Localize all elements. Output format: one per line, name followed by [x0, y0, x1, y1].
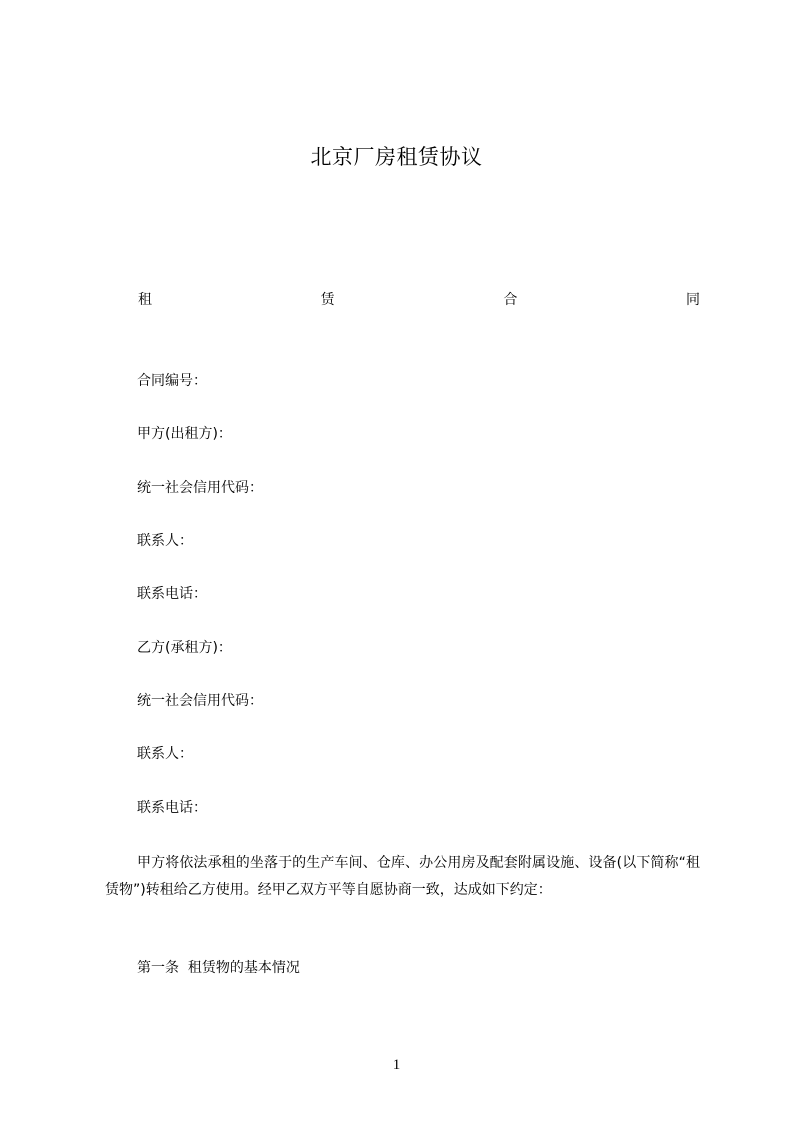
field-party-b: 乙方(承租方)：	[137, 640, 232, 656]
contract-heading	[138, 290, 700, 310]
contract-heading-char: 同	[685, 292, 700, 308]
page-number: 1	[392, 1057, 401, 1073]
intro-paragraph: 甲方将依法承租的坐落于的生产车间、仓库、办公用房及配套附属设施、设备(以下简称“租赁物”)转租给乙方使用。经甲乙双方平等自愿协商一致，达成如下约定：	[105, 855, 700, 898]
field-party-a-contact: 联系人：	[137, 533, 193, 549]
field-party-b-phone: 联系电话：	[137, 800, 207, 816]
article-one-title: 第一条 租赁物的基本情况	[137, 960, 300, 976]
field-party-a-phone: 联系电话：	[137, 586, 207, 602]
contract-heading-char: 合	[503, 292, 518, 308]
document-title: 北京厂房租赁协议	[310, 145, 483, 169]
contract-heading-char: 赁	[320, 292, 335, 308]
contract-heading-char: 租	[138, 292, 152, 308]
field-party-a-credit-code: 统一社会信用代码：	[137, 480, 263, 496]
field-party-b-credit-code: 统一社会信用代码：	[137, 693, 263, 709]
field-party-b-contact: 联系人：	[137, 746, 193, 762]
field-contract-number: 合同编号：	[137, 373, 207, 389]
field-party-a: 甲方(出租方)：	[137, 426, 232, 442]
